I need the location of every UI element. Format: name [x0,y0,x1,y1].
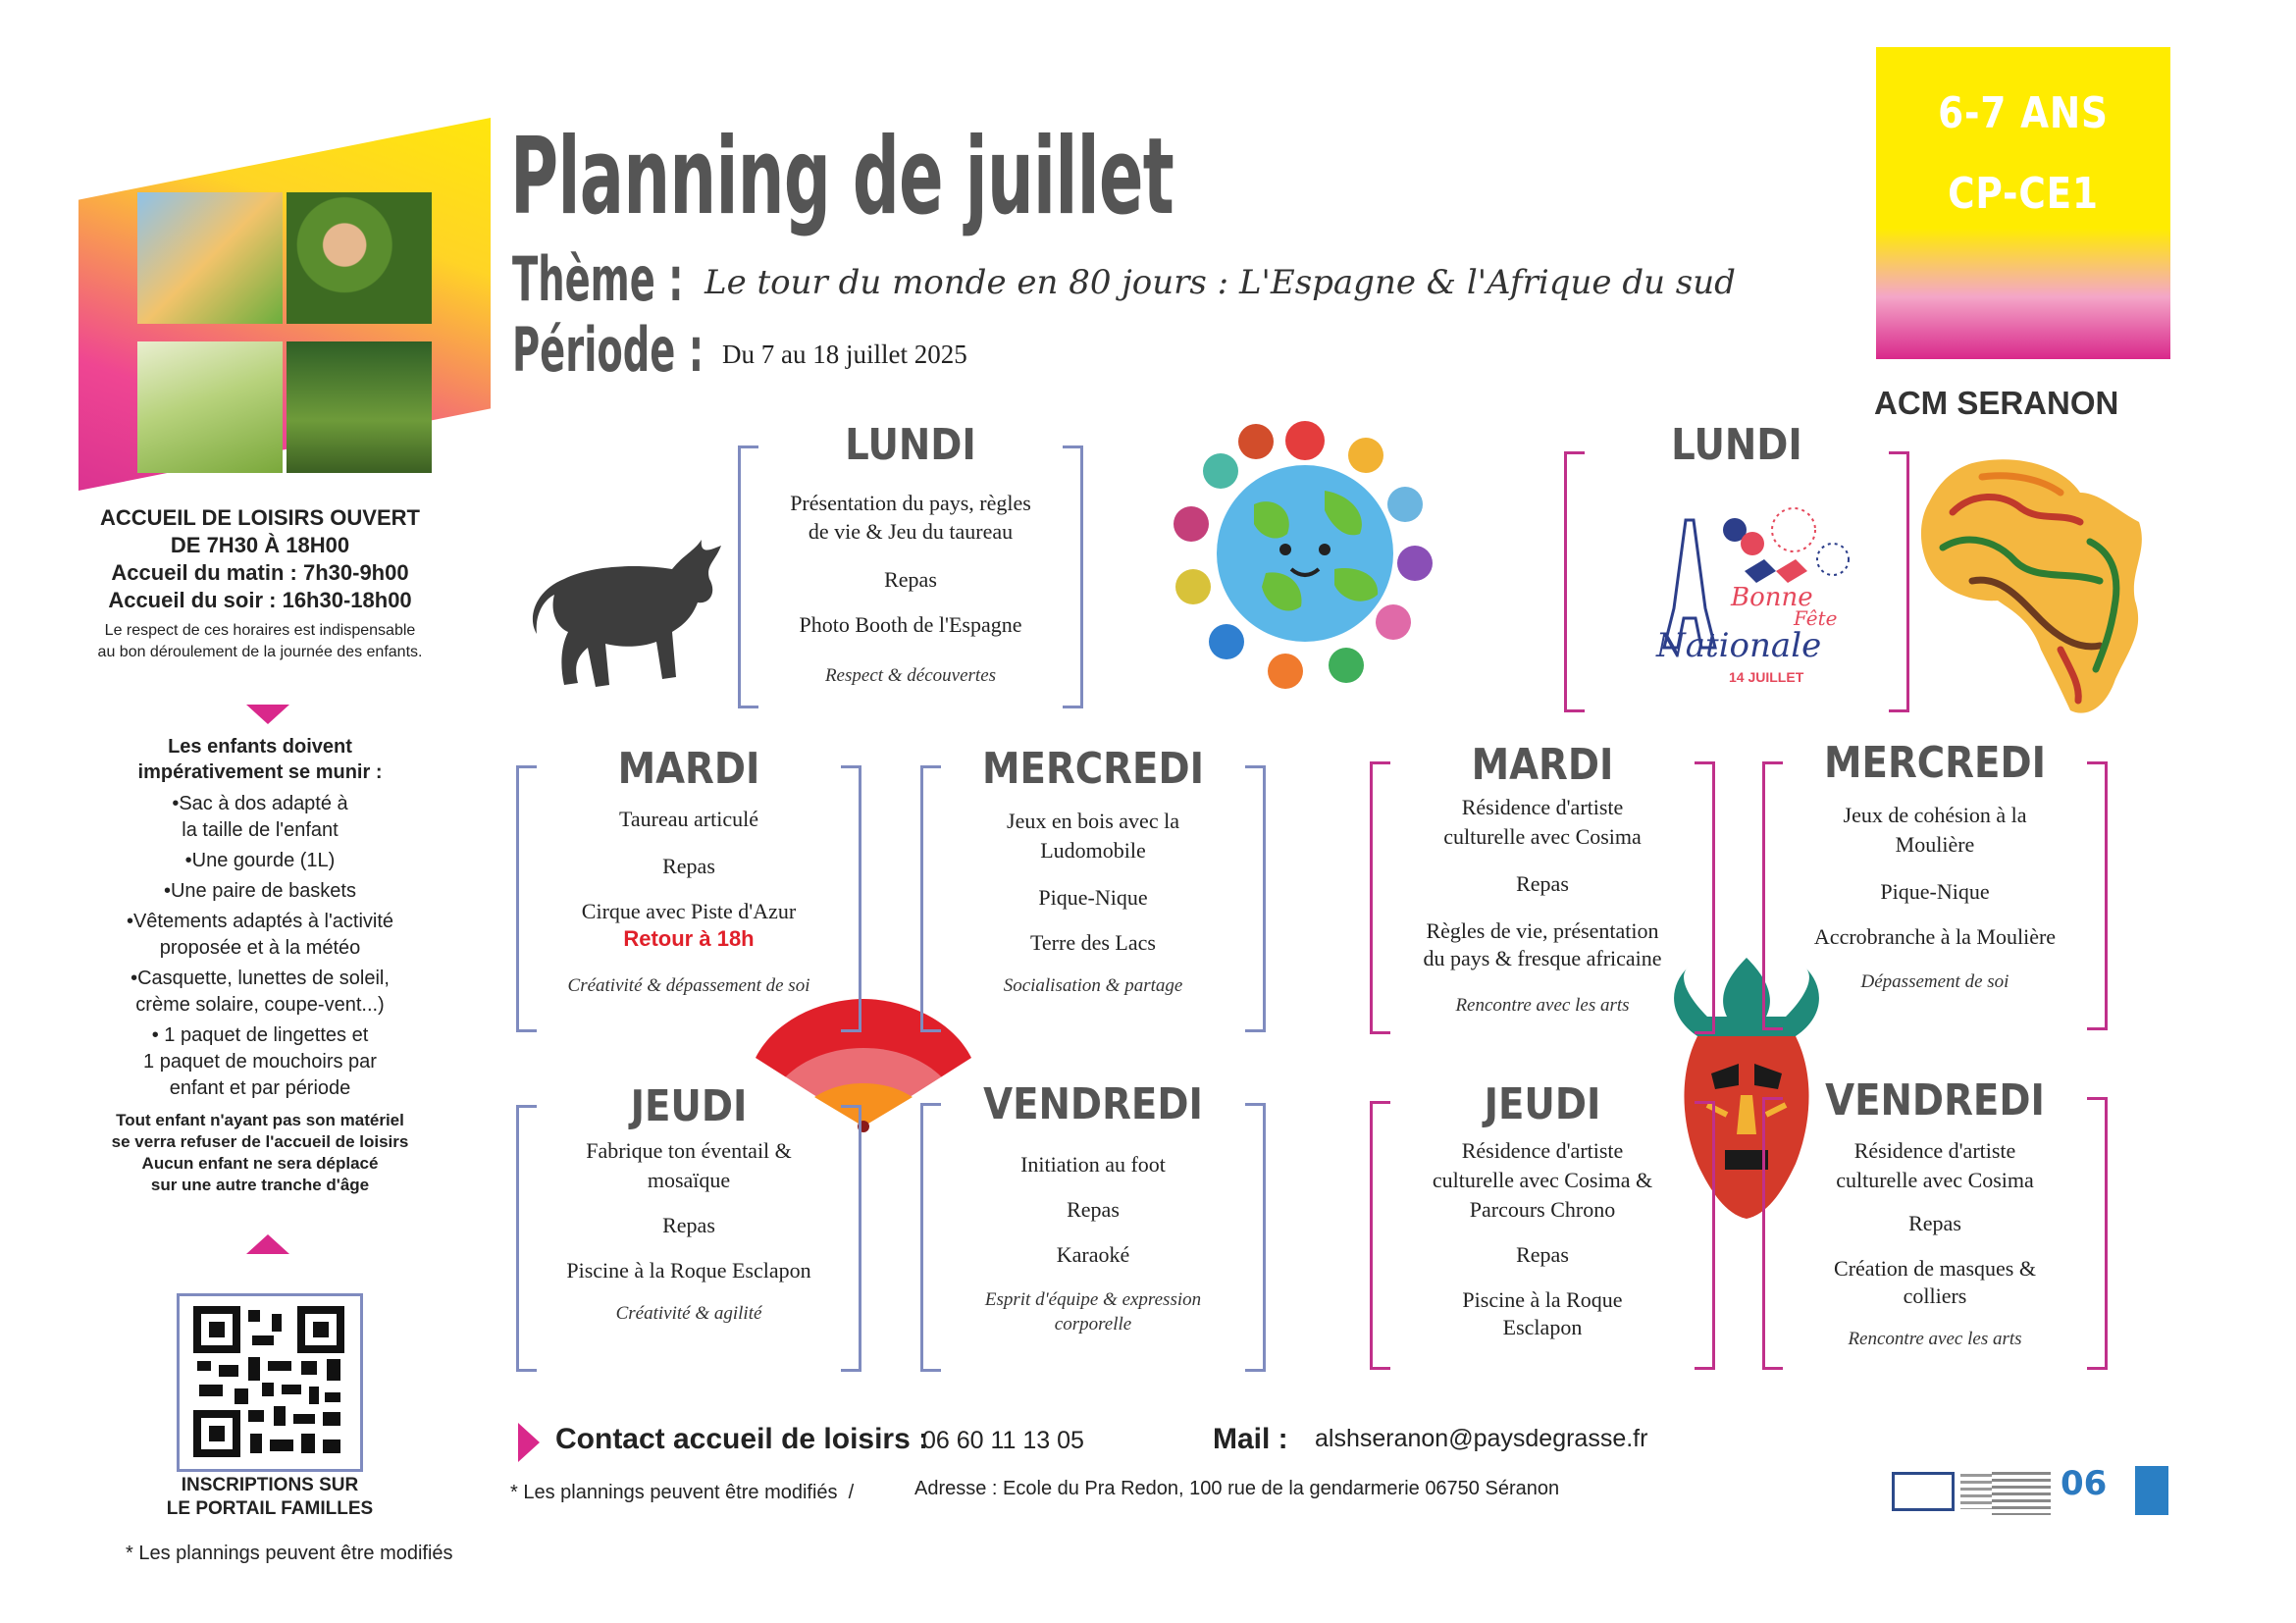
activity: Jeux en bois avec la [1007,809,1179,833]
africa-map-icon [1913,453,2159,723]
day-theme: Créativité & agilité [615,1303,762,1324]
photo-child-flowers [137,341,283,473]
contact-label: Contact accueil de loisirs : [555,1423,929,1455]
day-title: VENDREDI [983,1079,1203,1129]
photo-collage [137,192,432,473]
day-box-mercredi-week2 [1762,738,2108,1028]
day-title: VENDREDI [1825,1075,2045,1126]
day-box-jeudi-week1 [516,1081,861,1370]
hours-title-2: DE 7H30 À 18H00 [170,533,350,557]
triangle-down-icon [246,705,289,724]
activity: Fabrique ton éventail & [586,1138,792,1163]
qr-code-icon [180,1296,360,1469]
activity: culturelle avec Cosima [1836,1168,2034,1192]
activity: Résidence d'artiste [1461,1138,1624,1163]
activity: Résidence d'artiste [1461,795,1624,819]
opening-hours [88,504,432,663]
activity: Karaoké [1056,1242,1130,1267]
activity: Repas [1908,1211,1961,1235]
modification-note: * Les plannings peuvent être modifiés / [510,1482,855,1503]
equipment-item: la taille de l'enfant [182,819,339,841]
activity: Jeux de cohésion à la [1843,803,2027,827]
warning-line: sur une autre tranche d'âge [150,1176,370,1194]
equipment-title-1: Les enfants doivent [168,736,352,758]
activity: du pays & fresque africaine [1423,946,1662,970]
class-level: CP-CE1 [1948,169,2099,219]
day-box-mercredi-week1 [920,744,1266,1030]
day-theme: Rencontre avec les arts [1848,1329,2022,1349]
activity: Cirque avec Piste d'Azur [581,899,797,923]
activity: Parcours Chrono [1469,1197,1616,1222]
registration-line-1: INSCRIPTIONS SUR [181,1475,359,1495]
day-box-vendredi-week1 [920,1079,1266,1370]
activity: Initiation au foot [1020,1152,1166,1177]
day-box-mardi-week1 [516,744,861,1030]
modification-note-left: * Les plannings peuvent être modifiés [126,1543,453,1564]
ministry-logo [1992,1472,2051,1515]
day-title: LUNDI [1671,420,1802,470]
equipment-item: crème solaire, coupe-vent...) [135,994,385,1016]
bull-icon [525,510,731,707]
equipment-item: enfant et par période [169,1077,351,1099]
equipment-item: proposée et à la météo [159,937,361,959]
equipment-title-2: impérativement se munir : [137,761,383,783]
page-title: Planning de juillet [510,116,1174,238]
photo-children-grass [287,192,432,324]
day-theme: corporelle [1054,1314,1132,1335]
morning-hours: Accueil du matin : 7h30-9h00 [111,560,409,585]
day-title: LUNDI [845,420,976,470]
equipment-item: •Vêtements adaptés à l'activité [126,911,394,932]
theme-value: Le tour du monde en 80 jours : L'Espagne & l'Afrique du sud [704,263,1736,302]
respect-note-1: Le respect de ces horaires est indispensable [104,622,416,639]
day-theme: Esprit d'équipe & expression [984,1289,1202,1310]
activity: Taureau articulé [619,807,758,831]
activity: Pique-Nique [1880,879,1990,904]
warning-line: Tout enfant n'ayant pas son matériel [116,1111,404,1129]
activity: mosaïque [647,1168,731,1192]
address: Adresse : Ecole du Pra Redon, 100 rue de la gendarmerie 06750 Séranon [914,1478,1560,1499]
mail-label: Mail : [1213,1423,1288,1455]
activity: Repas [884,567,937,592]
day-theme: Créativité & dépassement de soi [567,975,810,996]
activity: Moulière [1895,832,1975,857]
acm-name: ACM SERANON [1874,385,2119,421]
equipment-item: 1 paquet de mouchoirs par [143,1051,377,1073]
equipment-item: •Une paire de baskets [163,880,356,902]
activity: Repas [1516,871,1569,896]
caf-logo [2135,1466,2168,1515]
equipment-list [88,734,432,1196]
activity: Ludomobile [1040,838,1146,863]
arrow-right-icon [518,1423,540,1462]
period-label: Période : [512,314,704,386]
fete-word-bonne: Bonne [1731,583,1813,612]
day-box-vendredi-week2 [1762,1075,2108,1368]
departement-06-logo: 06 [2061,1464,2108,1503]
day-theme: Respect & découvertes [824,665,997,686]
activity: Repas [662,854,715,878]
equipment-item: •Une gourde (1L) [184,850,336,871]
equipment-item: • 1 paquet de lingettes et [151,1024,369,1046]
activity: Accrobranche à la Moulière [1813,924,2057,949]
activity: Résidence d'artiste [1853,1138,2016,1163]
activity: Pique-Nique [1038,885,1148,910]
evening-hours: Accueil du soir : 16h30-18h00 [108,588,412,612]
day-title: MERCREDI [981,744,1205,794]
age-range: 6-7 ANS [1938,88,2109,138]
warning-line: Aucun enfant ne sera déplacé [141,1154,379,1173]
day-theme: Socialisation & partage [1003,975,1183,996]
activity: Esclapon [1502,1315,1583,1339]
activity: Création de masques & [1834,1256,2036,1281]
warning-line: se verra refuser de l'accueil de loisirs [111,1132,409,1151]
activity: colliers [1903,1283,1967,1308]
day-title: MERCREDI [1823,738,2047,788]
activity: de vie & Jeu du taureau [808,519,1014,544]
day-title: JEUDI [1484,1079,1601,1129]
day-box-mardi-week2 [1370,740,1715,1034]
day-theme: Rencontre avec les arts [1455,995,1630,1016]
activity: Piscine à la Roque Esclapon [566,1258,811,1283]
activity: Photo Booth de l'Espagne [799,612,1022,637]
phone-number[interactable]: 06 60 11 13 05 [922,1427,1084,1454]
period-value: Du 7 au 18 juillet 2025 [722,340,967,369]
day-title: MARDI [617,744,760,794]
theme-label: Thème : [512,243,684,315]
day-title: MARDI [1471,740,1614,790]
activity: Piscine à la Roque [1462,1287,1623,1312]
activity: Repas [1516,1242,1569,1267]
respect-note-2: au bon déroulement de la journée des enfants. [97,644,423,660]
photo-child-windmill [137,192,283,324]
equipment-item: •Sac à dos adapté à [172,793,348,814]
activity: Terre des Lacs [1030,930,1156,955]
mail-address[interactable]: alshseranon@paysdegrasse.fr [1315,1425,1648,1452]
fete-word-fete: Fête [1794,606,1838,630]
activity: culturelle avec Cosima & [1432,1168,1653,1192]
activity: culturelle avec Cosima [1443,824,1642,849]
fete-word-nationale: Nationale [1656,626,1822,665]
activity: Présentation du pays, règles [790,491,1031,515]
activity: Repas [1067,1197,1120,1222]
day-theme: Dépassement de soi [1860,971,2009,992]
triangle-up-icon [246,1234,289,1254]
msa-logo [1892,1472,1955,1511]
registration-note [147,1474,392,1521]
activity: Règles de vie, présentation [1426,918,1659,943]
fete-date: 14 JUILLET [1729,669,1804,685]
qr-code-frame[interactable] [177,1293,363,1472]
photo-children-bikes [287,341,432,473]
registration-line-2: LE PORTAIL FAMILLES [166,1498,374,1519]
day-box-lundi-week1 [738,420,1083,708]
activity: Repas [662,1213,715,1237]
day-box-lundi-week2 [1564,420,1909,712]
day-title: JEUDI [630,1081,748,1131]
day-box-jeudi-week2 [1370,1079,1715,1368]
globe-children-icon [1158,377,1452,710]
hours-title-1: ACCUEIL DE LOISIRS OUVERT [100,505,420,530]
equipment-item: •Casquette, lunettes de soleil, [130,968,390,989]
return-time: Retour à 18h [623,926,755,951]
